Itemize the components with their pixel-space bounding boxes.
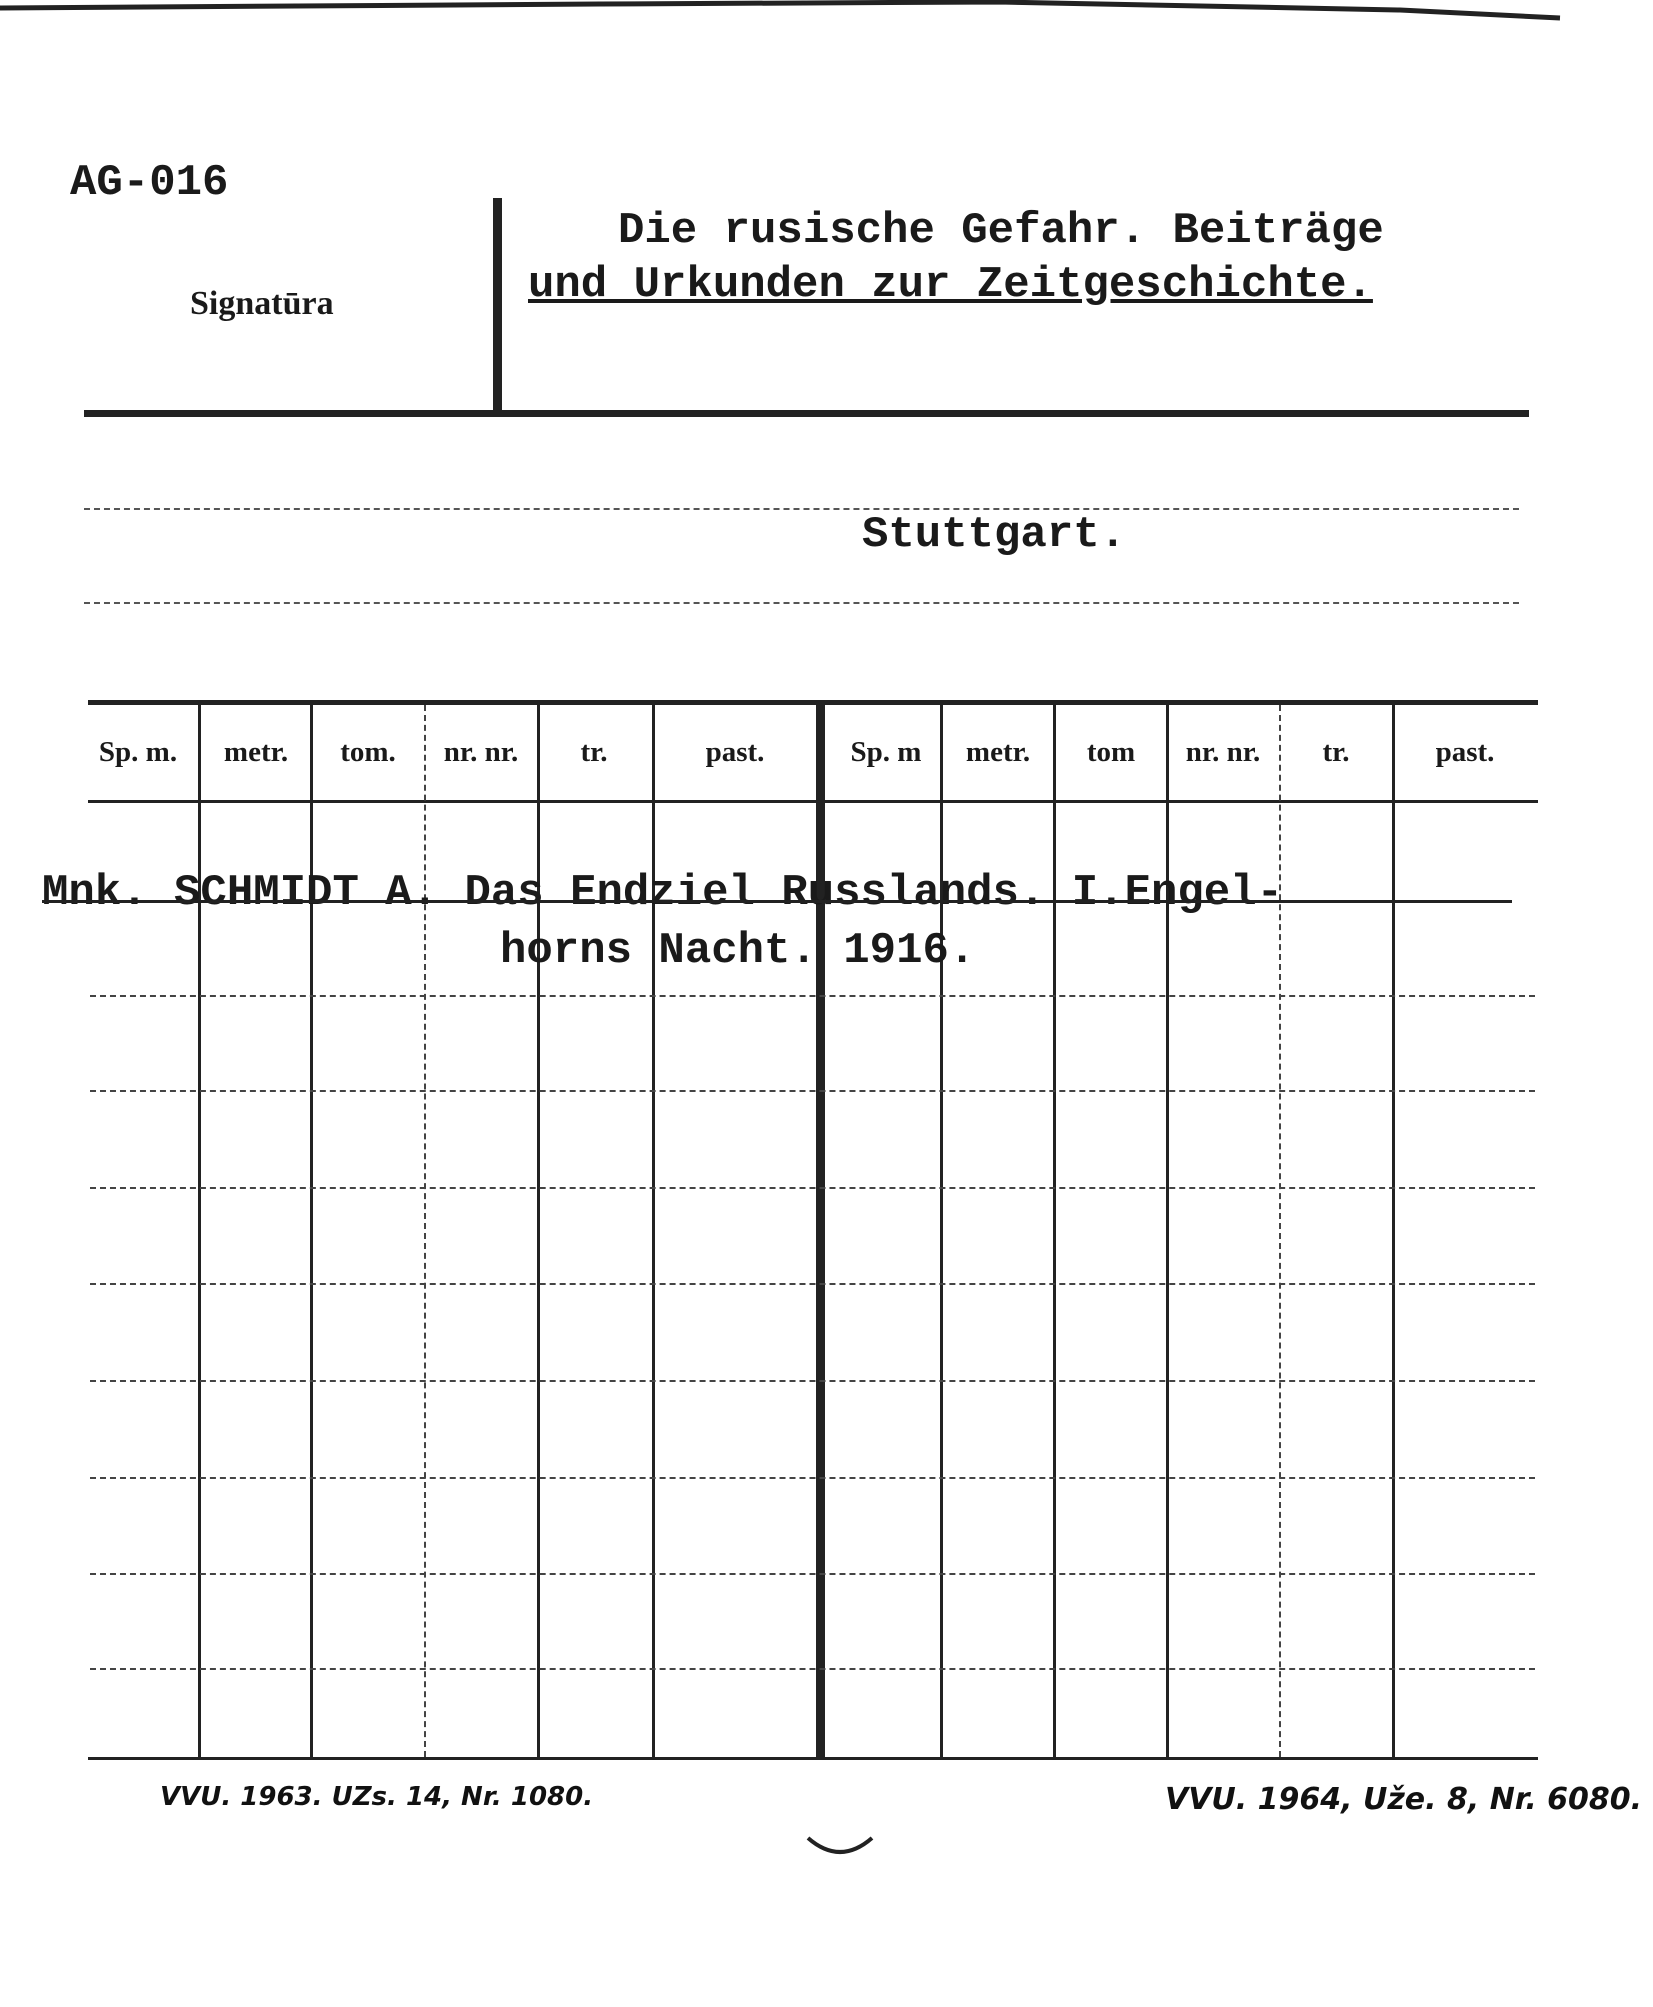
col-line bbox=[424, 705, 426, 1757]
header-divider bbox=[493, 198, 502, 413]
col-header-tr-left: tr. bbox=[580, 736, 608, 768]
signature-code: AG-016 bbox=[70, 158, 229, 208]
col-header-sp-m-right: Sp. m bbox=[850, 736, 922, 768]
torn-edge bbox=[0, 0, 1653, 40]
col-line bbox=[1392, 705, 1395, 1757]
col-line bbox=[1166, 705, 1169, 1757]
col-header-nr-right: nr. nr. bbox=[1185, 736, 1261, 768]
row-line bbox=[90, 995, 1535, 997]
footer-note-left: VVU. 1963. UZs. 14, Nr. 1080. bbox=[160, 1782, 594, 1812]
col-line bbox=[537, 705, 540, 1757]
col-line bbox=[940, 705, 943, 1757]
col-line bbox=[1279, 705, 1281, 1757]
footer-note-right: VVU. 1964, Uže. 8, Nr. 6080. bbox=[1165, 1782, 1643, 1817]
col-header-metr-left: metr. bbox=[223, 736, 289, 768]
row-line bbox=[90, 1380, 1535, 1382]
entry-line-2: horns Nacht. 1916. bbox=[500, 926, 976, 976]
row-line bbox=[90, 1573, 1535, 1575]
row-line bbox=[90, 1477, 1535, 1479]
title-line-1: Die rusische Gefahr. Beiträge bbox=[618, 206, 1384, 256]
title-line-2: und Urkunden zur Zeitgeschichte. bbox=[528, 260, 1373, 310]
col-line bbox=[652, 705, 655, 1757]
col-header-tom-right: tom bbox=[1086, 736, 1136, 768]
table-header-rule bbox=[88, 800, 1538, 803]
table-top-rule bbox=[88, 700, 1538, 705]
col-line bbox=[198, 705, 201, 1757]
col-header-past-left: past. bbox=[705, 736, 765, 768]
col-line bbox=[1053, 705, 1056, 1757]
row-line bbox=[90, 1283, 1535, 1285]
col-header-tom-left: tom. bbox=[340, 736, 396, 768]
signature-label: Signatūra bbox=[190, 285, 334, 322]
place-rule-bottom bbox=[84, 602, 1519, 604]
table-bottom-rule bbox=[88, 1757, 1538, 1760]
header-rule bbox=[84, 410, 1529, 417]
entry-line-1: Mnk. SCHMIDT A. Das Endziel Russlands. I.Engel- bbox=[42, 868, 1284, 918]
col-line bbox=[310, 705, 313, 1757]
col-header-sp-m-left: Sp. m. bbox=[98, 736, 178, 768]
entry-strike-line bbox=[42, 900, 1512, 903]
col-header-metr-right: metr. bbox=[965, 736, 1031, 768]
place-text: Stuttgart. bbox=[862, 510, 1127, 560]
punch-mark bbox=[800, 1830, 880, 1870]
center-divider bbox=[816, 705, 825, 1757]
col-header-nr-left: nr. nr. bbox=[443, 736, 519, 768]
row-line bbox=[90, 1668, 1535, 1670]
place-rule-top bbox=[84, 508, 1519, 510]
row-line bbox=[90, 1187, 1535, 1189]
col-header-past-right: past. bbox=[1435, 736, 1495, 768]
row-line bbox=[90, 1090, 1535, 1092]
col-header-tr-right: tr. bbox=[1322, 736, 1350, 768]
